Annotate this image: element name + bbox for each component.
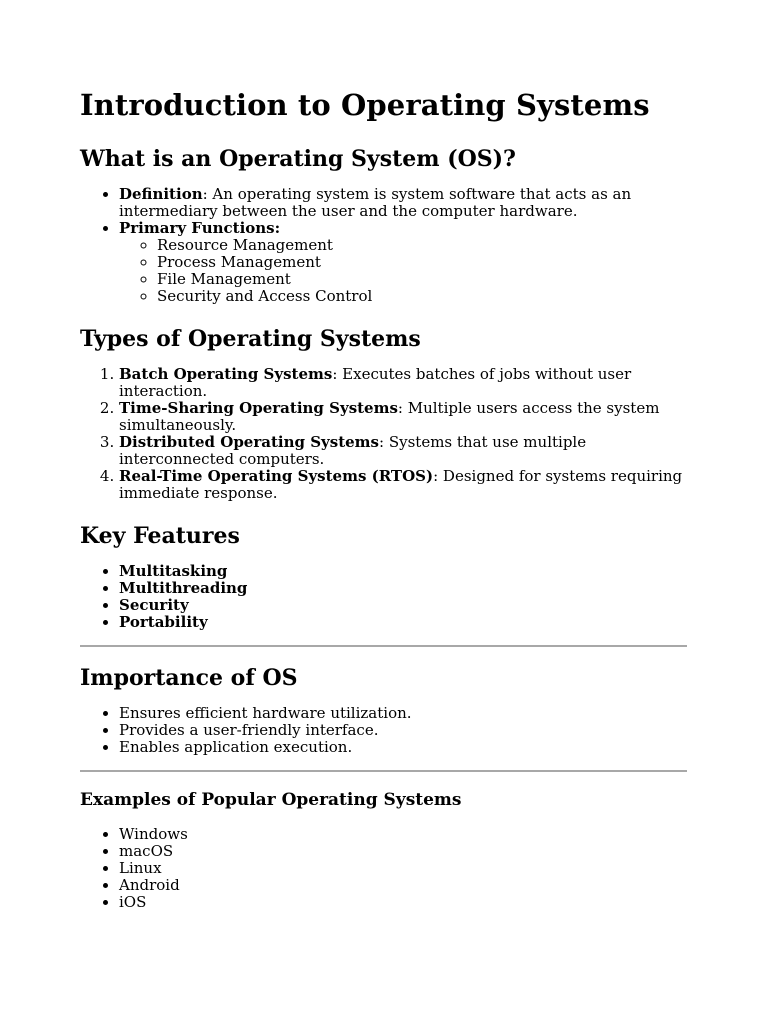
primary-functions-list [119, 237, 687, 305]
list-item: • macOS [119, 843, 687, 860]
type-text: : Systems that use multiple interconnected computers. [119, 433, 587, 468]
types-list [80, 366, 687, 502]
list-item: ◦ File Management [157, 271, 687, 288]
list-item: • Multitasking [119, 563, 687, 580]
list-item: • Portability [119, 614, 687, 631]
type-label: Time-Sharing Operating Systems [119, 399, 398, 417]
examples-list [80, 826, 687, 911]
list-item: • Linux [119, 860, 687, 877]
list-item: • Ensures efficient hardware utilization. [119, 705, 687, 722]
definition-label: Definition [119, 185, 203, 203]
list-item-primary-functions [119, 220, 687, 305]
section-importance [80, 663, 687, 756]
list-item [119, 366, 687, 400]
divider [80, 645, 687, 647]
section-heading-importance: Importance of OS [80, 665, 298, 691]
type-text: : Multiple users access the system simultaneously. [119, 399, 660, 434]
page-title: Introduction to Operating Systems [80, 88, 650, 122]
list-item: ◦ Security and Access Control [157, 288, 687, 305]
type-text: : Executes batches of jobs without user interaction. [119, 365, 632, 400]
section-heading-what-is-os: What is an Operating System (OS)? [80, 146, 516, 172]
list-item: ◦ Process Management [157, 254, 687, 271]
list-item: ◦ Resource Management [157, 237, 687, 254]
type-label: Batch Operating Systems [119, 365, 333, 383]
definition-text: : An operating system is system software that acts as an intermediary between the user and the computer hardware. [119, 185, 632, 220]
primary-functions-label: Primary Functions: [119, 219, 281, 237]
section-heading-types: Types of Operating Systems [80, 326, 421, 352]
list-item: • Windows [119, 826, 687, 843]
type-label: Distributed Operating Systems [119, 433, 380, 451]
list-item: • Provides a user-friendly interface. [119, 722, 687, 739]
type-label: Real-Time Operating Systems (RTOS) [119, 467, 434, 485]
section-examples [80, 788, 687, 911]
list-item: • iOS [119, 894, 687, 911]
section-types [80, 324, 687, 502]
list-item: • Enables application execution. [119, 739, 687, 756]
list-item [119, 434, 687, 468]
divider [80, 770, 687, 772]
list-item: • Android [119, 877, 687, 894]
document-page [80, 84, 687, 911]
list-item [119, 400, 687, 434]
what-is-os-list [80, 186, 687, 305]
section-heading-key-features: Key Features [80, 523, 240, 549]
list-item-definition [119, 186, 687, 220]
importance-list [80, 705, 687, 756]
section-key-features [80, 521, 687, 631]
section-what-is-os [80, 144, 687, 305]
list-item [119, 468, 687, 502]
key-features-list [80, 563, 687, 631]
list-item: • Multithreading [119, 580, 687, 597]
list-item: • Security [119, 597, 687, 614]
section-heading-examples: Examples of Popular Operating Systems [80, 790, 462, 810]
type-text: : Designed for systems requiring immediate response. [119, 467, 683, 502]
